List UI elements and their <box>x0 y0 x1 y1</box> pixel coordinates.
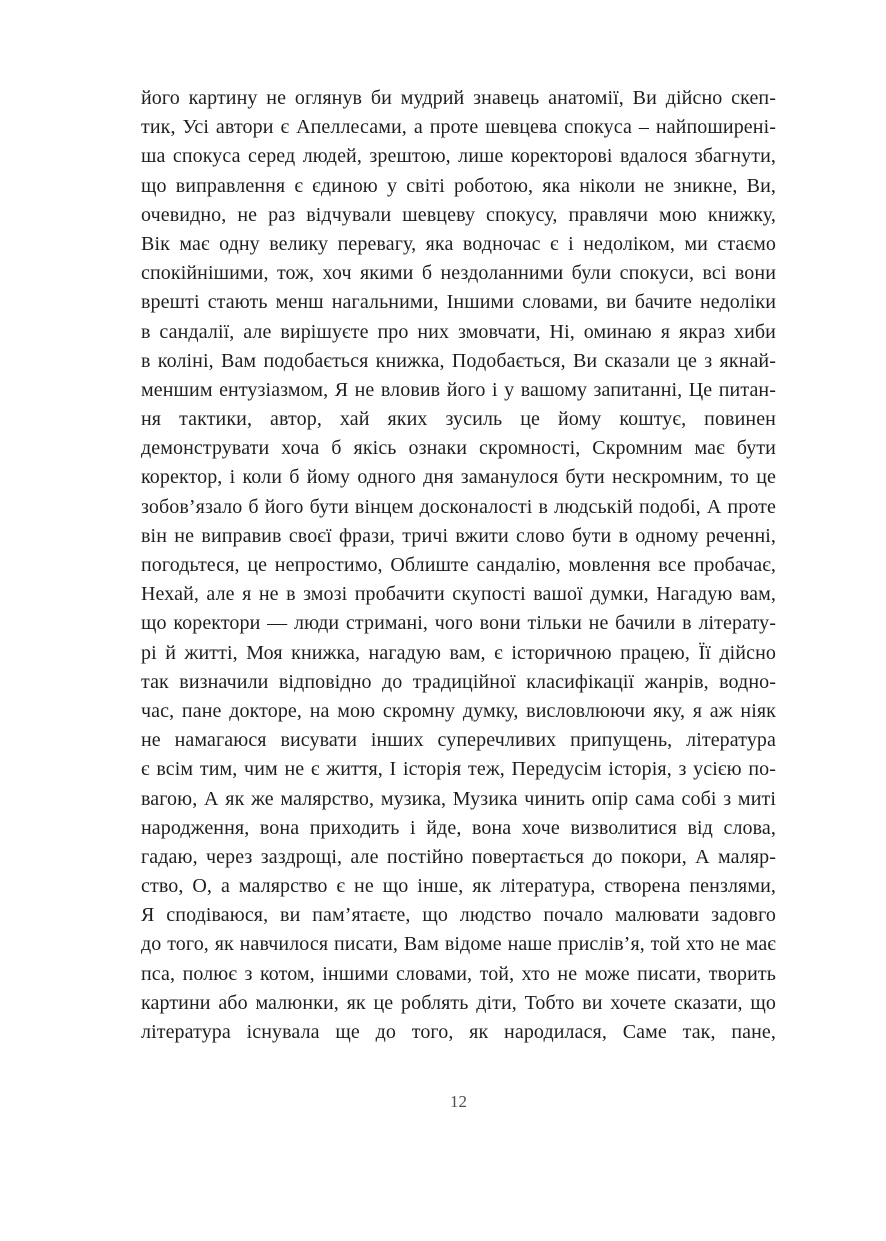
text-line: спокійнішими, тож, хоч якими б нездоланними були спокуси, всі вони <box>141 262 776 285</box>
text-line: гадаю, через заздрощі, але постійно повертається до покори, А маляр- <box>141 845 776 868</box>
text-line: врешті стають менш нагальними, Іншими словами, ви бачите недоліки <box>141 291 776 314</box>
page-number: 12 <box>450 1092 467 1111</box>
text-line: в коліні, Вам подобається книжка, Подобається, Ви сказали це з якнай- <box>141 349 776 372</box>
text-line: його картину не оглянув би мудрий знавець анатомії, Ви дійсно скеп- <box>141 87 776 109</box>
text-line: в сандалії, але вирішуєте про них змовчати, Ні, оминаю я якраз хиби <box>141 320 776 343</box>
text-line: він не виправив своєї фрази, тричі вжити слово бути в одному реченні, <box>141 524 776 547</box>
text-line: картини або малюнки, як це роблять діти, Тобто ви хочете сказати, що <box>141 991 776 1014</box>
text-line: ша спокуса серед людей, зрештою, лише коректорові вдалося збагнути, <box>141 145 776 168</box>
text-line: так визначили відповідно до традиційної класифікації жанрів, водно- <box>141 670 776 693</box>
text-line: Вік має одну велику перевагу, яка водночас є і недоліком, ми стаємо <box>141 232 776 255</box>
text-line: література існувала ще до того, як народилася, Саме так, пане, <box>141 1021 776 1043</box>
text-line: зобов’язало б його бути вінцем досконалості в людській подобі, А проте <box>141 495 776 518</box>
text-line: погодьтеся, це непростимо, Облиште сандалію, мовлення все пробачає, <box>141 554 776 576</box>
text-line: пса, полює з котом, іншими словами, той, хто не може писати, творить <box>141 962 776 985</box>
text-line: ня тактики, автор, хай яких зусиль це йому коштує, повинен <box>141 408 776 431</box>
text-line: час, пане докторе, на мою скромну думку, висловлюючи яку, я аж ніяк <box>141 699 776 722</box>
text-line: народження, вона приходить і йде, вона хоче визволитися від слова, <box>141 816 776 839</box>
text-line: очевидно, не раз відчували шевцеву спокусу, правлячи мою книжку, <box>141 203 776 226</box>
text-line: демонструвати хоча б якісь ознаки скромності, Скромним має бути <box>141 437 776 460</box>
text-line: до того, як навчилося писати, Вам відоме наше прислів’я, той хто не має <box>141 933 776 956</box>
text-line: що виправлення є єдиною у світі роботою, яка ніколи не зникне, Ви, <box>141 174 776 197</box>
text-line: меншим ентузіазмом, Я не вловив його і у вашому запитанні, Це питан- <box>141 378 776 401</box>
text-line: рі й житті, Моя книжка, нагадую вам, є історичною працею, Її дійсно <box>141 641 776 664</box>
text-line: ство, О, а малярство є не що інше, як література, створена пензлями, <box>141 875 776 898</box>
text-line: що коректори — люди стримані, чого вони тільки не бачили в літерату- <box>141 612 776 635</box>
body-text <box>141 84 776 1047</box>
text-line: не намагаюся висувати інших суперечливих припущень, література <box>141 729 776 752</box>
text-line: коректор, і коли б йому одного дня заманулося бути нескромним, то це <box>141 466 776 489</box>
text-line: є всім тим, чим не є життя, І історія теж, Передусім історія, з усією по- <box>141 758 776 781</box>
text-line: вагою, А як же малярство, музика, Музика чинить опір сама собі з миті <box>141 787 776 810</box>
text-line: тик, Усі автори є Апеллесами, а проте шевцева спокуса – найпоширені- <box>141 116 776 139</box>
text-line: Я сподіваюся, ви пам’ятаєте, що людство почало малювати задовго <box>141 904 776 927</box>
text-line: Нехай, але я не в змозі пробачити скупості вашої думки, Нагадую вам, <box>141 583 776 606</box>
